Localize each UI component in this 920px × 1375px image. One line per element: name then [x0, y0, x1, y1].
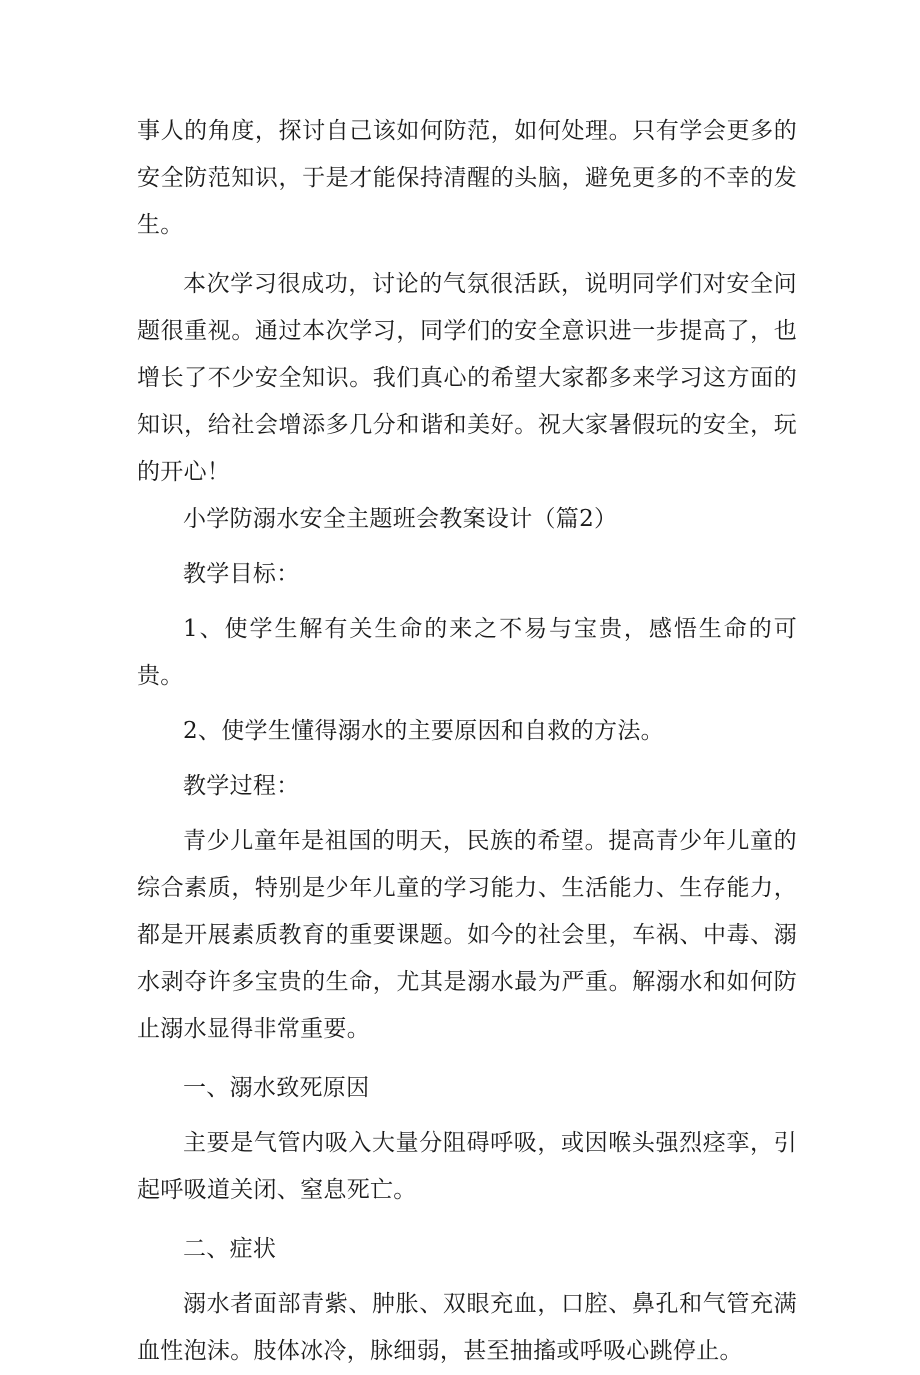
paragraph-drowning-cause: 主要是气管内吸入大量分阻碍呼吸，或因喉头强烈痉挛，引起呼吸道关闭、窒息死亡。 [137, 1130, 797, 1203]
goal-item-1: 1、使学生解有关生命的来之不易与宝贵，感悟生命的可贵。 [137, 616, 797, 689]
heading-drowning-cause: 一、溺水致死原因 [183, 1075, 370, 1101]
document-body [137, 108, 797, 1375]
paragraph-intro: 青少儿童年是祖国的明天，民族的希望。提高青少年儿童的综合素质，特别是少年儿童的学习能力、生活能力、生存能力，都是开展素质教育的重要课题。如今的社会里，车祸、中毒、溺水剥夺许多宝贵的生命，尤其是溺水最为严重。解溺水和如何防止溺水显得非常重要。 [137, 828, 797, 1042]
goal-item-2: 2、使学生懂得溺水的主要原因和自救的方法。 [183, 718, 664, 744]
heading-teaching-goals: 教学目标： [183, 561, 300, 587]
section-title: 小学防溺水安全主题班会教案设计（篇2） [183, 506, 618, 532]
paragraph-summary: 本次学习很成功，讨论的气氛很活跃，说明同学们对安全问题很重视。通过本次学习，同学们的安全意识进一步提高了，也增长了不少安全知识。我们真心的希望大家都多来学习这方面的知识，给社会增添多几分和谐和美好。祝大家暑假玩的安全，玩的开心！ [137, 271, 797, 485]
heading-symptoms: 二、症状 [183, 1236, 277, 1262]
paragraph-symptoms: 溺水者面部青紫、肿胀、双眼充血，口腔、鼻孔和气管充满血性泡沫。肢体冰冷，脉细弱，甚至抽搐或呼吸心跳停止。 [137, 1291, 797, 1364]
heading-teaching-process: 教学过程： [183, 773, 300, 799]
paragraph-continuation: 事人的角度，探讨自己该如何防范，如何处理。只有学会更多的安全防范知识，于是才能保持清醒的头脑，避免更多的不幸的发生。 [137, 118, 797, 238]
